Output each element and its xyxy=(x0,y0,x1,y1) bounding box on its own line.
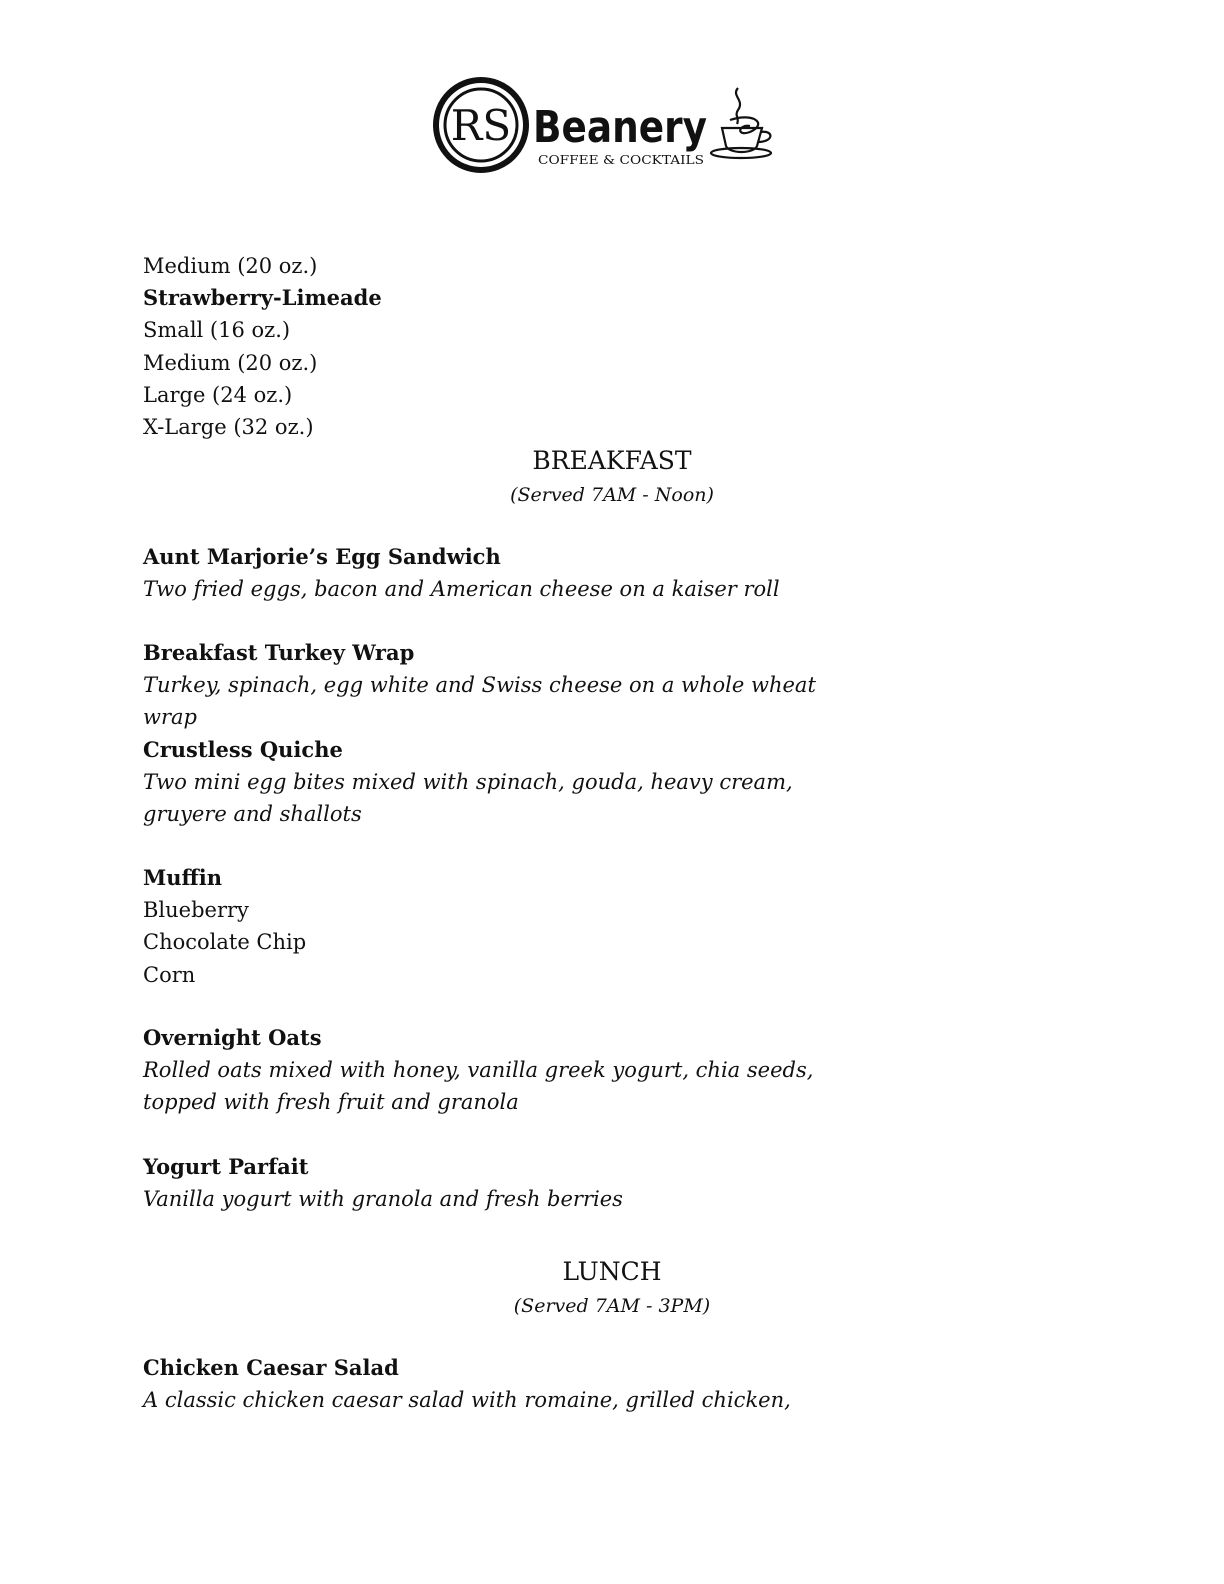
menu-item-description: A classic chicken caesar salad with romaine, grilled chicken, xyxy=(143,1388,791,1413)
menu-item-description: Two mini egg bites mixed with spinach, gouda, heavy cream, gruyere and shallots xyxy=(143,770,793,827)
menu-item-name: Overnight Oats xyxy=(143,1025,322,1050)
breakfast-hours: (Served 7AM - Noon) xyxy=(510,484,714,506)
menu-item-name: Yogurt Parfait xyxy=(143,1154,309,1179)
muffin-option: Blueberry xyxy=(143,898,249,923)
logo xyxy=(432,76,777,176)
logo-name: Beanery xyxy=(533,102,707,153)
breakfast-heading: BREAKFAST xyxy=(532,446,692,475)
size-large: Large (24 oz.) xyxy=(143,382,293,407)
menu-item-name: Aunt Marjorie’s Egg Sandwich xyxy=(143,544,501,569)
menu-item xyxy=(143,862,863,991)
size-medium: Medium (20 oz.) xyxy=(143,350,318,375)
menu-item xyxy=(143,734,833,831)
drink-name-strawberry-limeade: Strawberry-Limeade xyxy=(143,285,382,311)
menu-item xyxy=(143,541,863,605)
drink-size-list xyxy=(143,250,843,443)
muffin-option: Corn xyxy=(143,962,196,987)
muffin-option: Chocolate Chip xyxy=(143,930,307,955)
menu-item-description: Vanilla yogurt with granola and fresh berries xyxy=(143,1187,623,1212)
logo-tagline: COFFEE & COCKTAILS xyxy=(538,152,704,167)
size-x-large: X-Large (32 oz.) xyxy=(143,415,314,440)
lunch-hours: (Served 7AM - 3PM) xyxy=(513,1295,711,1317)
menu-item-name: Breakfast Turkey Wrap xyxy=(143,640,415,665)
menu-item-name: Chicken Caesar Salad xyxy=(143,1355,399,1380)
menu-item-description: Two fried eggs, bacon and American cheese on a kaiser roll xyxy=(143,577,780,602)
size-medium: Medium (20 oz.) xyxy=(143,254,318,278)
menu-item xyxy=(143,1352,863,1416)
logo-graphic xyxy=(432,76,777,176)
menu-item xyxy=(143,1151,863,1215)
lunch-heading: LUNCH xyxy=(562,1257,662,1286)
coffee-cup-icon xyxy=(711,88,771,158)
logo-monogram: RS xyxy=(450,101,512,150)
menu-item-name: Muffin xyxy=(143,865,222,890)
menu-item-name: Crustless Quiche xyxy=(143,737,343,762)
menu-item-description: Turkey, spinach, egg white and Swiss cheese on a whole wheat wrap xyxy=(143,673,816,730)
size-small: Small (16 oz.) xyxy=(143,318,291,343)
menu-item-description: Rolled oats mixed with honey, vanilla greek yogurt, chia seeds, topped with fresh fruit and granola xyxy=(143,1058,814,1115)
menu-item xyxy=(143,637,863,734)
menu-item xyxy=(143,1022,843,1119)
